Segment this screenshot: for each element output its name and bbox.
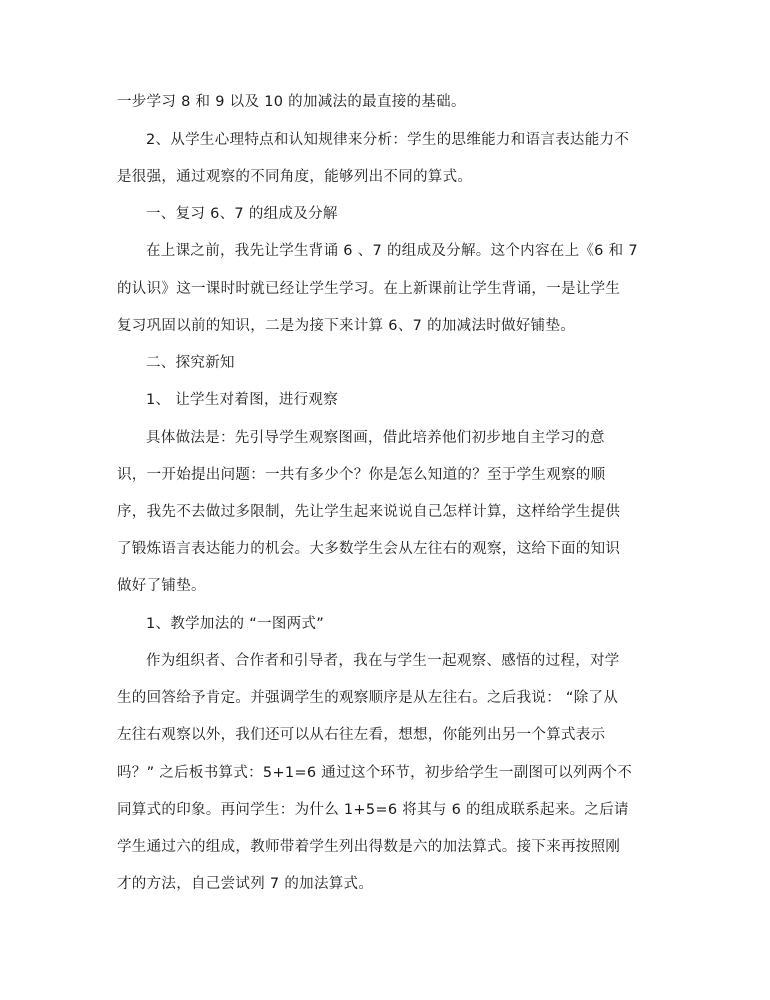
text-line: 2、从学生心理特点和认知规律来分析：学生的思维能力和语言表达能力不 bbox=[146, 132, 630, 148]
text-line: 复习巩固以前的知识，二是为接下来计算 6、7 的加减法时做好铺垫。 bbox=[117, 318, 576, 334]
text-line: 具体做法是：先引导学生观察图画，借此培养他们初步地自主学习的意 bbox=[146, 430, 605, 446]
text-line: 是很强，通过观察的不同角度，能够列出不同的算式。 bbox=[117, 169, 473, 185]
text-line: 做好了铺垫。 bbox=[117, 578, 206, 594]
section-heading: 二、探究新知 bbox=[146, 355, 235, 371]
text-line: 序，我先不去做过多限制，先让学生起来说说自己怎样计算，这样给学生提供 bbox=[117, 504, 621, 520]
text-line: 才的方法，自己尝试列 7 的加法算式。 bbox=[117, 876, 374, 892]
subsection-heading: 1、教学加法的 “一图两式” bbox=[146, 616, 325, 632]
text-line: 生的回答给予肯定。并强调学生的观察顺序是从左往右。之后我说： “除了从 bbox=[117, 690, 619, 706]
subsection-heading: 1、 让学生对着图，进行观察 bbox=[146, 392, 339, 408]
section-heading: 一、复习 6、7 的组成及分解 bbox=[146, 206, 338, 222]
text-line: 吗？” 之后板书算式：5+1=6 通过这个环节，初步给学生一副图可以列两个不 bbox=[117, 765, 633, 781]
text-line: 在上课之前，我先让学生背诵 6 、7 的组成及分解。这个内容在上《6 和 7 bbox=[146, 243, 638, 259]
text-line: 一步学习 8 和 9 以及 10 的加减法的最直接的基础。 bbox=[117, 94, 466, 110]
text-line: 了锻炼语言表达能力的机会。大多数学生会从左往右的观察，这给下面的知识 bbox=[117, 541, 621, 557]
text-line: 学生通过六的组成，教师带着学生列出得数是六的加法算式。接下来再按照刚 bbox=[117, 839, 621, 855]
text-line: 同算式的印象。再问学生：为什么 1+5=6 将其与 6 的组成联系起来。之后请 bbox=[117, 802, 629, 818]
text-line: 的认识》这一课时时就已经让学生学习。在上新课前让学生背诵，一是让学生 bbox=[117, 281, 621, 297]
text-line: 作为组织者、合作者和引导者，我在与学生一起观察、感悟的过程，对学 bbox=[146, 653, 620, 669]
text-line: 识，一开始提出问题：一共有多少个？你是怎么知道的？至于学生观察的顺 bbox=[117, 467, 606, 483]
text-line: 左往右观察以外，我们还可以从右往左看，想想，你能列出另一个算式表示 bbox=[117, 727, 606, 743]
